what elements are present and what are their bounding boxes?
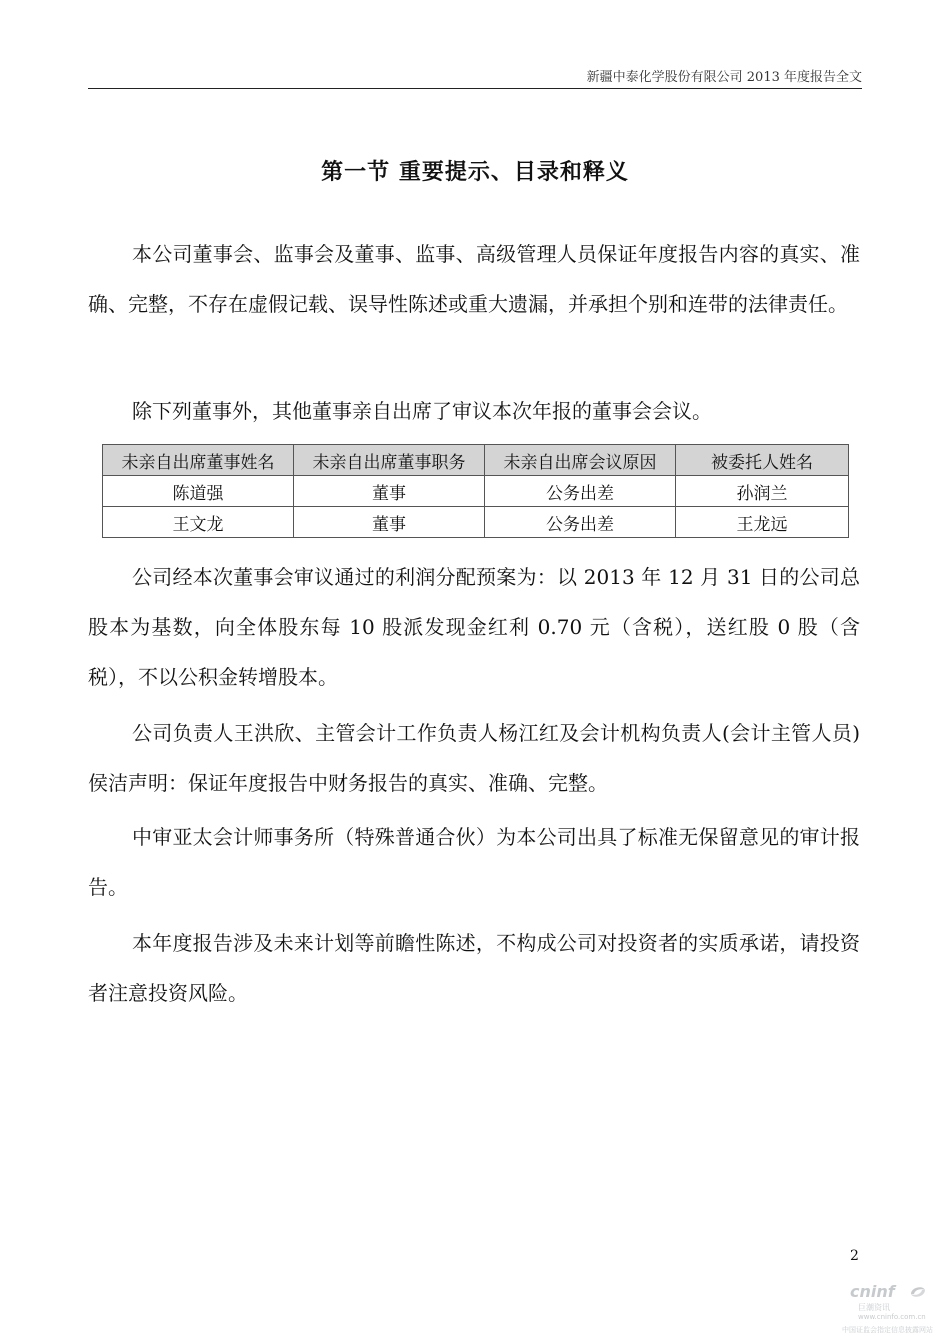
table-cell: 董事 [294,507,485,538]
cninfo-chinese-name: 巨潮资讯 [858,1303,890,1312]
paragraph-audit-opinion: 中审亚太会计师事务所（特殊普通合伙）为本公司出具了标准无保留意见的审计报告。 [88,825,860,899]
table-cell: 孙润兰 [676,476,849,507]
table-header-cell: 未亲自出席董事职务 [294,445,485,476]
table-row [103,507,849,538]
paragraph-financial-declaration: 公司负责人王洪欣、主管会计工作负责人杨江红及会计机构负责人(会计主管人员)侯洁声明：保证年度报告中财务报告的真实、准确、完整。 [88,721,860,795]
cninfo-organization: 中国证监会指定信息披露网站 [842,1326,933,1334]
cninfo-logo-text: cninf [850,1282,895,1301]
paragraph-absent-directors-intro: 除下列董事外，其他董事亲自出席了审议本次年报的董事会会议。 [132,399,712,423]
table-row [103,476,849,507]
table-header-cell: 未亲自出席董事姓名 [103,445,294,476]
table-cell: 公务出差 [485,507,676,538]
table-cell: 陈道强 [103,476,294,507]
cninfo-url: www.cninfo.com.cn [858,1313,926,1321]
report-header-title: 新疆中泰化学股份有限公司 2013 年度报告全文 [586,70,862,85]
table-header-cell: 被委托人姓名 [676,445,849,476]
table-cell: 王文龙 [103,507,294,538]
paragraph-forward-looking-disclaimer: 本年度报告涉及未来计划等前瞻性陈述，不构成公司对投资者的实质承诺，请投资者注意投资风险。 [88,931,860,1005]
table-header-cell: 未亲自出席会议原因 [485,445,676,476]
page-number: 2 [850,1248,859,1264]
table-cell: 公务出差 [485,476,676,507]
paragraph-responsibility-statement: 本公司董事会、监事会及董事、监事、高级管理人员保证年度报告内容的真实、准确、完整，不存在虚假记载、误导性陈述或重大遗漏，并承担个别和连带的法律责任。 [88,242,860,316]
absent-directors-table [102,444,849,538]
table-cell: 董事 [294,476,485,507]
paragraph-profit-distribution: 公司经本次董事会审议通过的利润分配预案为：以 2013 年 12 月 31 日的公司总股本为基数，向全体股东每 10 股派发现金红利 0.70 元（含税），送红股 0 股（含税），不以公积金转增股本。 [88,565,860,689]
table-header-row [103,445,849,476]
cninfo-swirl-icon [908,1282,928,1302]
section-title: 第一节 重要提示、目录和释义 [321,159,629,185]
table-cell: 王龙远 [676,507,849,538]
header-divider [88,88,862,89]
cninfo-watermark [828,1282,948,1342]
